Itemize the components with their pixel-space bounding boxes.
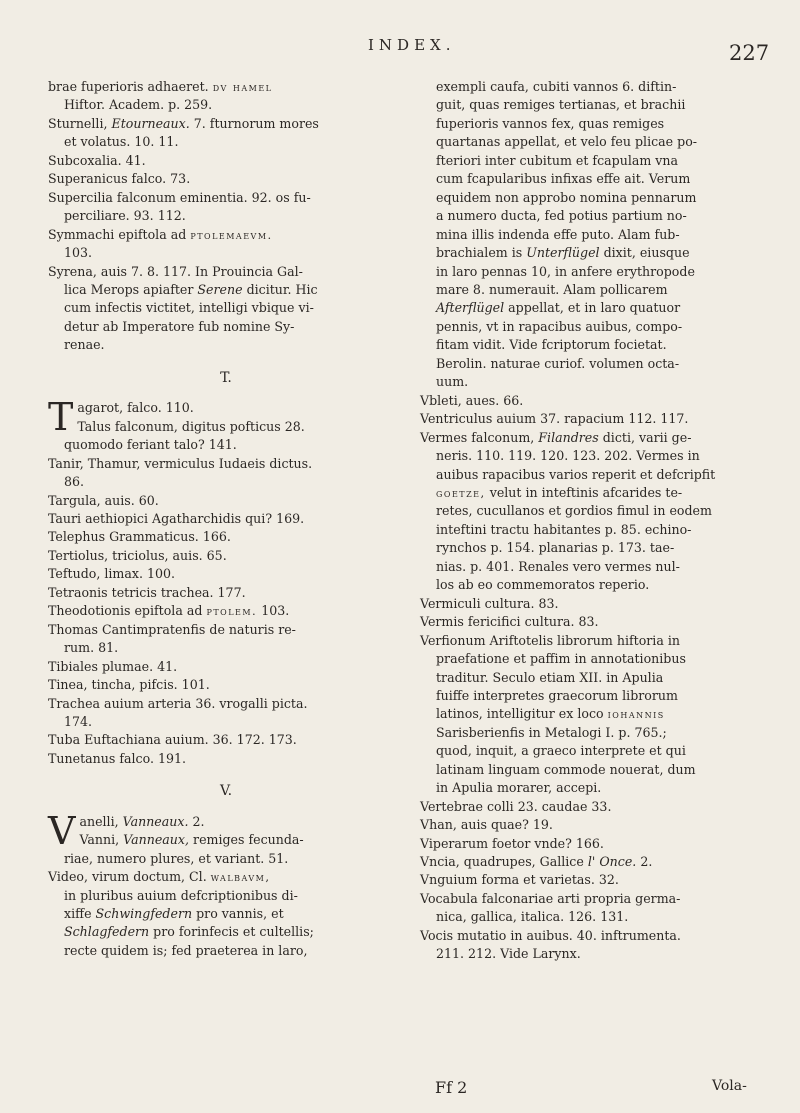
index-entry-cont: fitam vidit. Vide fcriptorum focietat. — [436, 337, 667, 353]
index-entry: Tibiales plumae. 41. — [48, 658, 178, 674]
index-entry: Vocis mutatio in auibus. 40. inftrumenta. — [420, 927, 681, 943]
index-entry: Tunetanus falco. 191. — [48, 750, 186, 766]
index-entry-cont: quod, inquit, a graeco interprete et qui — [436, 743, 686, 759]
index-entry-cont: 174. — [64, 713, 93, 729]
drop-cap-v: V — [48, 808, 76, 853]
index-entry-cont: a numero ducta, fed potius partium no- — [436, 208, 687, 224]
index-entry: Vanelli, Vanneaux. 2. Vanni, Vanneaux, remiges fecunda- — [48, 808, 304, 853]
index-entry-cont: inteftini tractu habitantes p. 85. echino- — [436, 521, 692, 537]
right-column — [420, 78, 770, 964]
index-entry: Vocabula falconariae arti propria germa- — [420, 890, 681, 906]
index-entry: Tertiolus, triciolus, auis. 65. — [48, 547, 227, 563]
index-entry: Symmachi epiftola ad ptolemaevm. — [48, 226, 273, 242]
index-entry-cont: exempli caufa, cubiti vannos 6. diftin- — [436, 79, 677, 94]
index-entry-cont: praefatione et paffim in annotationibus — [436, 651, 686, 667]
catchword: Vola- — [712, 1078, 747, 1094]
index-entry-cont: equidem non approbo nomina pennarum — [436, 189, 697, 205]
index-entry: Vnguium forma et varietas. 32. — [420, 872, 619, 888]
index-entry: Vncia, quadrupes, Gallice l' Once. 2. — [420, 854, 653, 870]
index-entry-cont: cum fcapularibus infixas effe ait. Verum — [436, 171, 691, 187]
index-entry-cont: brachialem is Unterflügel dixit, eiusque — [436, 245, 690, 261]
running-header — [0, 36, 800, 66]
index-entry: Vermes falconum, Filandres dicti, varii ge- — [420, 429, 692, 445]
index-entry-cont: rum. 81. — [64, 640, 119, 656]
index-entry: Vermiculi cultura. 83. — [420, 595, 559, 611]
index-entry-cont: 211. 212. Vide Larynx. — [436, 946, 581, 962]
index-entry: Tuba Euftachiana auium. 36. 172. 173. — [48, 732, 297, 748]
index-entry-cont: in laro pennas 10, in anfere erythropode — [436, 263, 695, 279]
index-entry-cont: in pluribus auium defcriptionibus di- — [64, 887, 298, 903]
index-entry: brae fuperioris adhaeret. dv hamel — [48, 79, 273, 94]
index-entry: Teftudo, limax. 100. — [48, 566, 176, 582]
index-entry-cont: nica, gallica, italica. 126. 131. — [436, 909, 629, 925]
index-entry-cont: pennis, vt in rapacibus auibus, compo- — [436, 318, 683, 334]
index-entry-cont: auibus rapacibus varios reperit et defcripfit — [436, 466, 716, 482]
section-heading-v: V. — [219, 783, 233, 800]
index-entry-cont: neris. 110. 119. 120. 123. 202. Vermes in — [436, 448, 700, 464]
index-entry: Video, virum doctum, Cl. walbavm, — [48, 869, 271, 885]
index-entry-cont: los ab eo commemoratos reperio. — [436, 577, 650, 593]
index-entry: Supercilia falconum eminentia. 92. os fu- — [48, 189, 311, 205]
index-entry-cont: rynchos p. 154. planarias p. 173. tae- — [436, 540, 675, 556]
index-entry-cont: perciliare. 93. 112. — [64, 208, 186, 224]
index-entry: Subcoxalia. 41. — [48, 152, 146, 168]
index-entry: Vhan, auis quae? 19. — [420, 817, 553, 833]
index-entry: Vertebrae colli 23. caudae 33. — [420, 798, 612, 814]
index-entry: Syrena, auis 7. 8. 117. In Prouincia Gal- — [48, 263, 303, 279]
index-entry-cont: goetze, velut in inteftinis afcarides te- — [436, 484, 683, 500]
index-entry: Targula, auis. 60. — [48, 492, 159, 508]
index-entry-cont: nias. p. 401. Renales vero vermes nul- — [436, 558, 680, 574]
index-entry: Thomas Cantimpratenfis de naturis re- — [48, 621, 296, 637]
index-entry-cont: quartanas appellat, et velo feu plicae po- — [436, 134, 698, 150]
index-entry: Tauri aethiopici Agatharchidis qui? 169. — [48, 510, 305, 526]
index-entry-cont: xiffe Schwingfedern pro vannis, et — [64, 906, 284, 922]
index-entry-cont: fuiffe interpretes graecorum librorum — [436, 687, 678, 703]
left-column — [48, 78, 404, 960]
index-entry: Verfionum Ariftotelis librorum hiftoria in — [420, 632, 680, 648]
index-entry: Sturnelli, Etourneaux. 7. fturnorum mores — [48, 115, 319, 131]
index-entry-cont: fteriori inter cubitum et fcapulam vna — [436, 152, 679, 168]
index-entry-cont: Sarisberienfis in Metalogi I. p. 765.; — [436, 724, 667, 740]
index-entry: Tagarot, falco. 110. Talus falconum, digitus pofticus 28. — [48, 395, 305, 440]
index-entry-cont: traditur. Seculo etiam XII. in Apulia — [436, 669, 664, 685]
index-entry-cont: lica Merops apiafter Serene dicitur. Hic — [64, 281, 318, 297]
index-entry-cont: cum infectis victitet, intelligi vbique vi- — [64, 300, 314, 316]
index-entry: Vbleti, aues. 66. — [420, 392, 524, 408]
index-entry: Viperarum foetor vnde? 166. — [420, 835, 604, 851]
index-entry-cont: fuperioris vannos fex, quas remiges — [436, 115, 665, 131]
index-entry: Vermis fericifici cultura. 83. — [420, 614, 599, 630]
index-entry-cont: 86. — [64, 474, 85, 490]
section-heading-t: T. — [220, 369, 232, 386]
index-entry-cont: riae, numero plures, et variant. 51. — [64, 850, 289, 866]
index-entry: Tinea, tincha, pifcis. 101. — [48, 677, 210, 693]
index-entry: Telephus Grammaticus. 166. — [48, 529, 231, 545]
page-number: 227 — [729, 41, 770, 65]
index-entry-cont: quomodo feriant talo? 141. — [64, 437, 237, 453]
index-entry: Theodotionis epiftola ad ptolem. 103. — [48, 603, 290, 619]
index-entry-cont: renae. — [64, 337, 105, 353]
index-entry-cont: retes, cucullanos et gordios fimul in eodem — [436, 503, 712, 519]
index-entry: Tanir, Thamur, vermiculus Iudaeis dictus. — [48, 455, 313, 471]
index-entry-cont: Afterflügel appellat, et in laro quatuor — [436, 300, 681, 316]
index-entry-cont: Hiftor. Academ. p. 259. — [64, 97, 213, 113]
index-entry-cont: latinam linguam commode nouerat, dum — [436, 761, 696, 777]
index-entry-cont: recte quidem is; fed praeterea in laro, — [64, 942, 308, 958]
index-entry-cont: mina illis indenda effe puto. Alam fub- — [436, 226, 680, 242]
index-title: INDEX. — [368, 36, 456, 54]
index-entry-cont: Berolin. naturae curiof. volumen octa- — [436, 355, 680, 371]
signature-mark: Ff 2 — [435, 1078, 468, 1097]
index-entry: Trachea auium arteria 36. vrogalli picta. — [48, 695, 308, 711]
index-entry-cont: mare 8. numerauit. Alam pollicarem — [436, 281, 668, 297]
index-entry: Ventriculus auium 37. rapacium 112. 117. — [420, 411, 689, 427]
index-entry: Tetraonis tetricis trachea. 177. — [48, 584, 246, 600]
index-entry-cont: in Apulia morarer, accepi. — [436, 780, 602, 796]
index-entry-cont: 103. — [64, 245, 93, 261]
drop-cap-t: T — [48, 395, 74, 440]
index-entry-cont: Schlagfedern pro forinfecis et cultellis; — [64, 924, 314, 940]
index-entry-cont: et volatus. 10. 11. — [64, 134, 179, 150]
index-entry-cont: detur ab Imperatore fub nomine Sy- — [64, 318, 295, 334]
index-entry-cont: latinos, intelligitur ex loco iohannis — [436, 706, 665, 722]
index-entry-cont: guit, quas remiges tertianas, et brachii — [436, 97, 686, 113]
index-entry: Superanicus falco. 73. — [48, 171, 191, 187]
index-entry-cont: uum. — [436, 374, 469, 390]
